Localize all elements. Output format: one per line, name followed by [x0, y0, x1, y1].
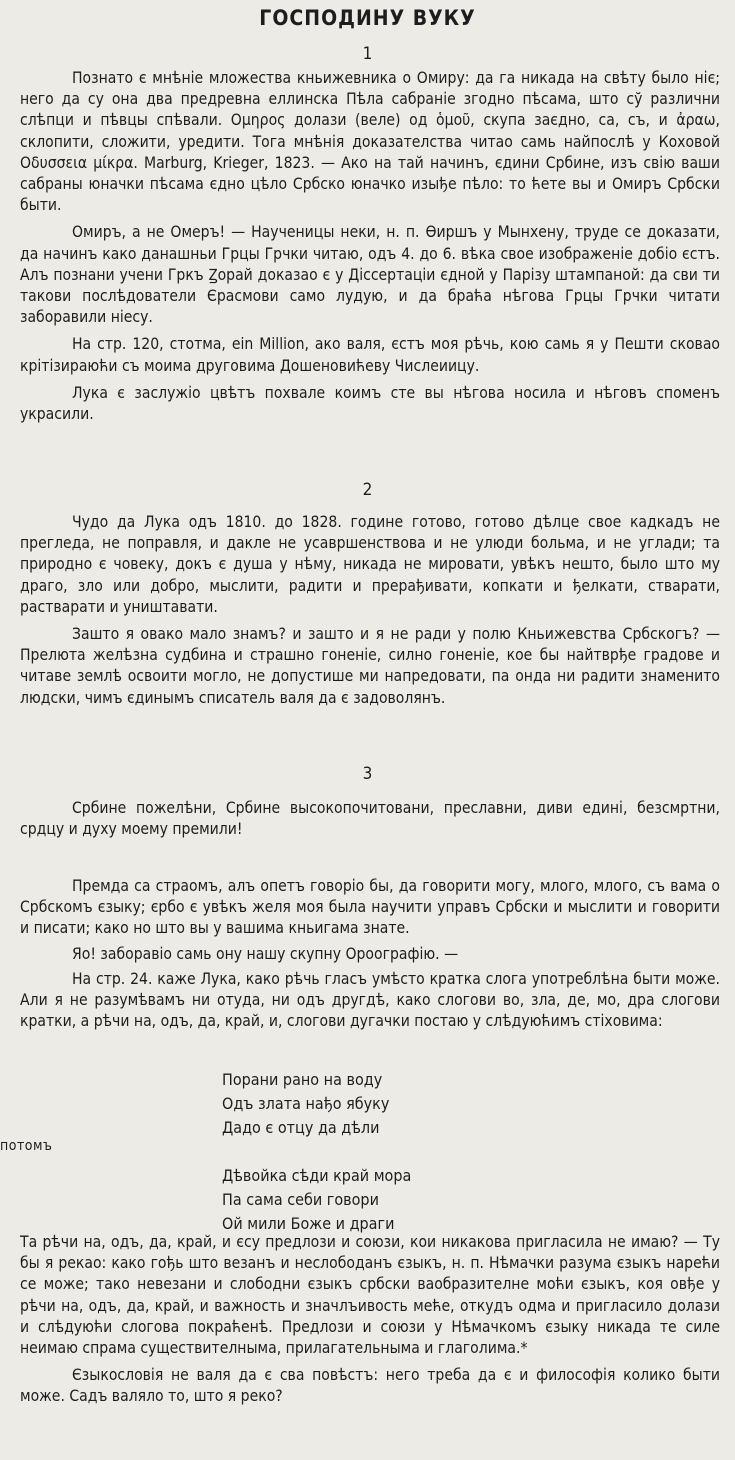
- paragraph: Србине пожелѣни, Србине высокопочитовани, преславни, диви едині, безсмртни, срдцу и духу моему премили!: [20, 799, 720, 839]
- paragraph: На стр. 120, стотма, ein Million, ако валя, єстъ моя рѣчь, кою самь я у Пешти сковао крітізираюћи съ моима друговима Дошеновићеву Числеиицу.: [20, 335, 720, 375]
- section-number-3: 3: [362, 764, 373, 784]
- verse-block: [222, 1068, 642, 1236]
- paragraph: Познато є мнѣніе мложества кньижевника о Омиру: да га никада на свѣту было ніє; него да су она два предревна еллинска Пѣла сабраніе згодно пѣсама, што сў различни слѣпци и пѣвцы спѣвали. Ομηρος долази (веле) од ὁμοῦ, скупа заєдно, са, съ, и ἀραω, склопити, сложити, уредити. Тога мнѣнія доказателства читао самь найпослѣ у Коховой Οδυσσεια μίκρα. Marburg, Krieger, 1823. — Ако на тай начинъ, єдини Србине, изъ свію ваши сабраны юначки пѣсама єдно цѣло Србско юначко изыђе пѣло: то ћете вы и Омиръ Србски быти.: [20, 69, 720, 215]
- paragraph: Премда са страомъ, алъ опетъ говоріо бы, да говорити могу, млого, млого, съ вама о Србскомъ єзыку; єрбо є увѣкъ желя моя была научити управъ Србски и мыслити и говорити и писати; како но што вы у вашима кньигама знате.: [20, 877, 720, 938]
- paragraph: Лука є заслужіо цвѣтъ похвале коимъ сте вы нѣгова носила и нѣговъ споменъ украсили.: [20, 383, 720, 424]
- section-3: [20, 876, 720, 1032]
- verse-line: Одъ злата нађо ябуку: [222, 1094, 390, 1113]
- section-3-opening: [20, 798, 720, 840]
- verse-line: Порани рано на воду: [222, 1070, 383, 1089]
- verse-line: Па сама себи говори: [222, 1190, 379, 1209]
- paragraph: Яо! заборавіо самь ону нашу скупну Ороографію. —: [72, 944, 459, 963]
- paragraph: На стр. 24. каже Лука, како рѣчь гласъ умѣсто кратка слога употреблѣна быти може. Али я не разумѣвамъ ни отуда, ни одъ другдѣ, како слогови во, зла, де, мо, дра слогови кратки, а рѣчи на, одъ, да, край, и, слогови дугачки постаю у слѣдуюћимъ стіховима:: [20, 969, 720, 1031]
- paragraph: Та рѣчи на, одъ, да, край, и єсу предлози и союзи, кои никакова пригласила не имаю? — Ту бы я рекао: како гођь што везанъ и неслободанъ єзыкъ, н. п. Нѣмачки разума єзыкъ нарећи се може; тако невезани и слободни єзыкъ србски ваобразителне моћи єзыкъ, коя овђе у рѣчи на, одъ, да, край, и важность и значлъивость мећe, откудъ одма и пригласило долази и слѣдуюћи слогова покраћенѣ. Предлози и союзи у Нѣмачкомъ єзыку никада те силе неимаю спрама существителныма, прилагательныма и глаголима.*: [20, 1233, 720, 1358]
- section-number-1: 1: [362, 44, 373, 64]
- paragraph: Чудо да Лука одъ 1810. до 1828. године готово, готово дѣлце свое кадкадъ не прегледа, не поправля, и дакле не усавршенствова и не улюди больма, и не углади; та природно є човеку, докъ є душа у нѣму, никада не мировати, увѣкъ нешто, было што му драго, зло или добро, мыслити, радити и прерађивати, копкати и ђелкати, стварати, растварати и уништавати.: [20, 513, 720, 616]
- verse-line: [222, 1140, 642, 1164]
- margin-note: потомъ: [0, 1138, 53, 1154]
- paragraph: Єзыкословія не валя да є сва повѣстъ: него треба да є и философія колико быти може. Садъ валяло то, што я реко?: [20, 1366, 720, 1406]
- paragraph: Омиръ, а не Омеръ! — Наученицы неки, н. п. Ѳиршъ у Мынхену, труде се доказати, да начинъ како данашньи Грцы Грчки читаю, одъ 4. до 6. вѣка свое изображеніе добіо єстъ. Алъ познани учени Гркъ Ꙁорай доказао є у Діссертаціи єдной у Парізу штампаной: да сви ти такови послѣдователи Єрасмови само лудую, и да браћа нѣгова Грцы Грчки читати заборавили ніесу.: [20, 223, 720, 327]
- section-2: [20, 512, 720, 709]
- section-3-continued: [20, 1232, 720, 1408]
- verse-line: Ой мили Боже и драги: [222, 1214, 395, 1233]
- page-title: ГОСПОДИНУ ВУКУ: [259, 6, 476, 30]
- section-1: [20, 68, 720, 425]
- paragraph: Зашто я овако мало знамъ? и зашто и я не ради у полю Кньижевства Србскогъ? — Прелюта желѣзна судбина и страшно гоненіе, силно гоненіе, кое бы найтврђе градове и читаве землѣ освоити могло, не допустише ми напредовати, па онда ни радити знаменито людски, чимъ єдинымъ списатель валя да є задоволянъ.: [20, 625, 720, 707]
- verse-line: Дадо є отцу да дѣли: [222, 1118, 380, 1137]
- section-number-2: 2: [362, 480, 373, 500]
- verse-line: Дѣвойка сѣди край мора: [222, 1166, 412, 1185]
